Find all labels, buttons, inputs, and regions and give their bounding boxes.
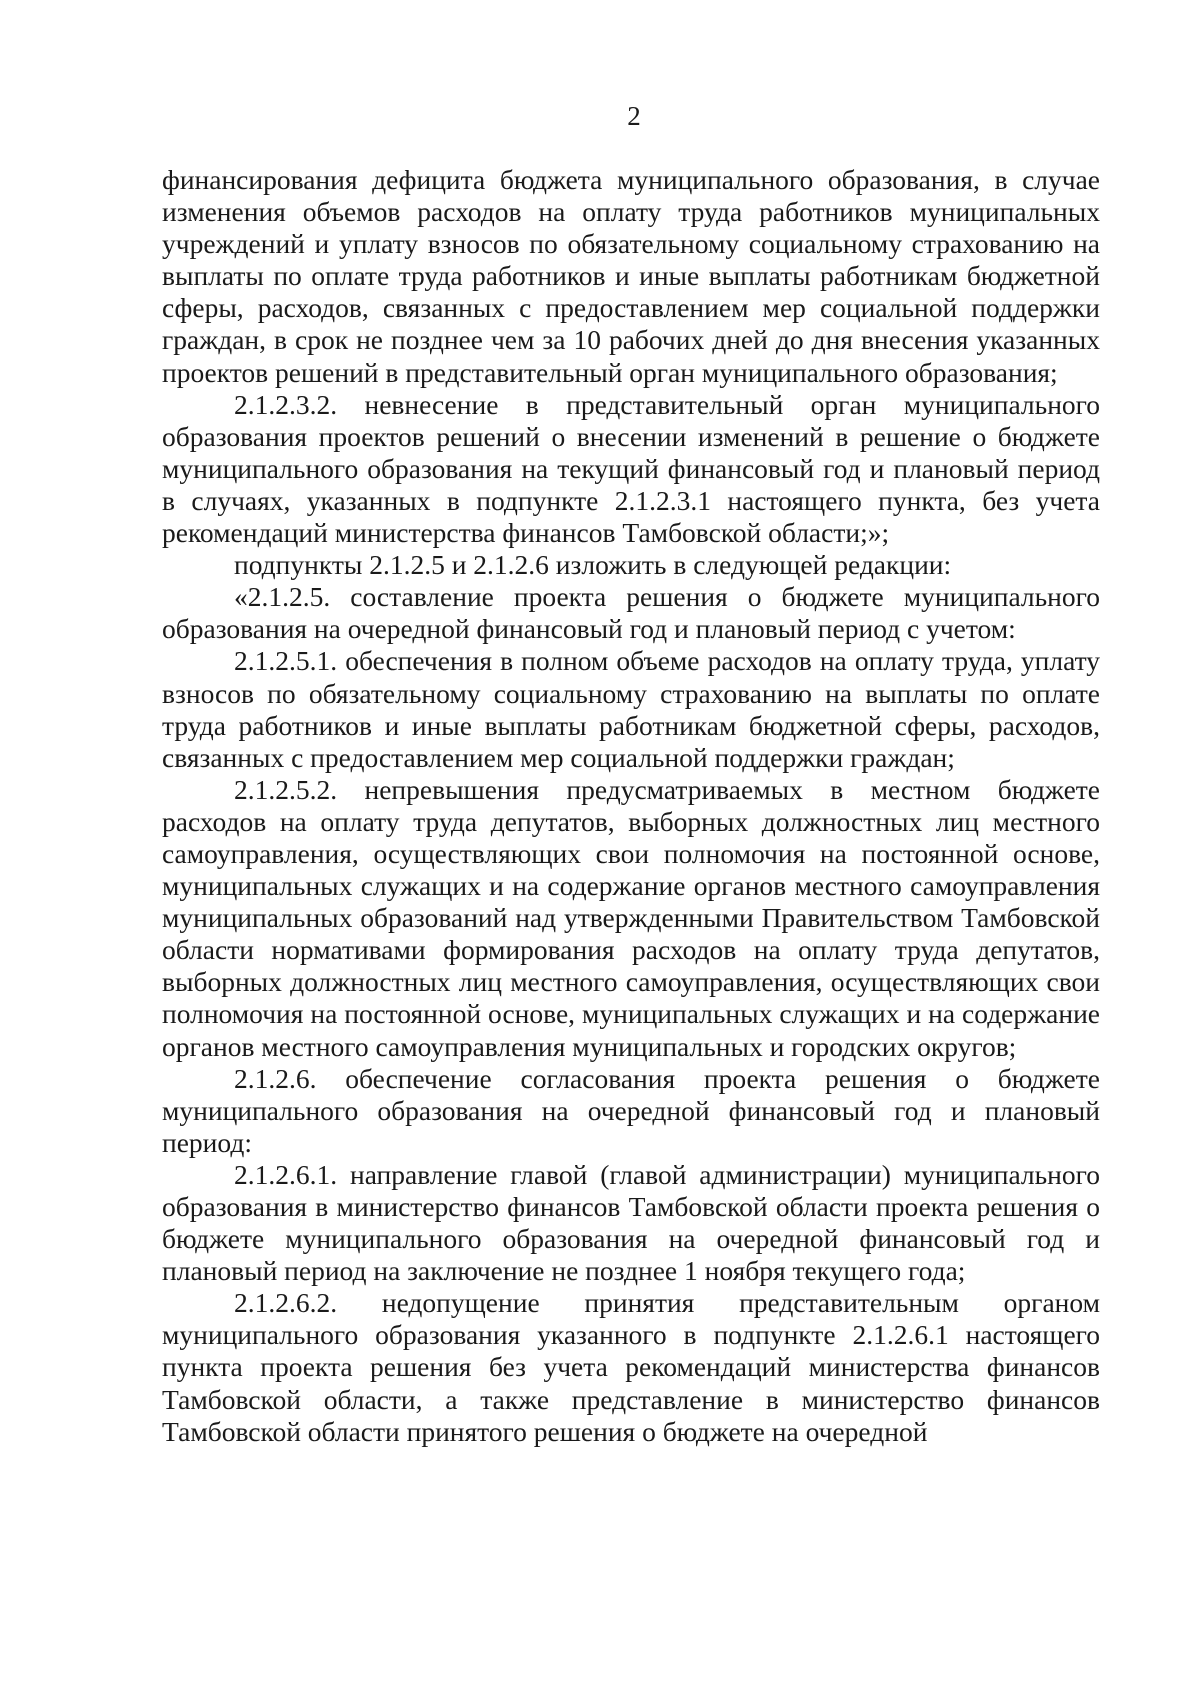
paragraph-2-1-2-3-2: 2.1.2.3.2. невнесение в представительный орган муниципального образования проектов решений о внесении изменений в решение о бюджете муниципального образования на текущий финансовый год и плановый период в случаях, указанных в подпункте 2.1.2.3.1 настоящего пункта, без учета рекомендаций министерства финансов Тамбовской области;»; (162, 388, 1100, 549)
document-body (162, 164, 1100, 1448)
paragraph-amendment-intro: подпункты 2.1.2.5 и 2.1.2.6 изложить в следующей редакции: (234, 549, 952, 581)
paragraph-2-1-2-6-1: 2.1.2.6.1. направление главой (главой администрации) муниципального образования в министерство финансов Тамбовской области проекта решения о бюджете муниципального образования на очередной финансовый год и плановый период на заключение не позднее 1 ноября текущего года; (162, 1158, 1100, 1287)
paragraph-2-1-2-5: «2.1.2.5. составление проекта решения о бюджете муниципального образования на очередной финансовый год и плановый период с учетом: (162, 581, 1100, 645)
paragraph-continuation: финансирования дефицита бюджета муниципального образования, в случае изменения объемов расходов на оплату труда работников муниципальных учреждений и уплату взносов по обязательному социальному страхованию на выплаты по оплате труда работников и иные выплаты работникам бюджетной сферы, расходов, связанных с предоставлением мер социальной поддержки граждан, в срок не позднее чем за 10 рабочих дней до дня внесения указанных проектов решений в представительный орган муниципального образования; (162, 164, 1100, 388)
paragraph-2-1-2-5-1: 2.1.2.5.1. обеспечения в полном объеме расходов на оплату труда, уплату взносов по обязательному социальному страхованию на выплаты по оплате труда работников и иные выплаты работникам бюджетной сферы, расходов, связанных с предоставлением мер социальной поддержки граждан; (162, 645, 1100, 773)
paragraph-2-1-2-6-2: 2.1.2.6.2. недопущение принятия представительным органом муниципального образования указанного в подпункте 2.1.2.6.1 настоящего пункта проекта решения без учета рекомендаций министерства финансов Тамбовской области, а также представление в министерство финансов Тамбовской области принятого решения о бюджете на очередной (162, 1287, 1100, 1447)
paragraph-2-1-2-6: 2.1.2.6. обеспечение согласования проекта решения о бюджете муниципального образования на очередной финансовый год и плановый период: (162, 1062, 1100, 1158)
paragraph-2-1-2-5-2: 2.1.2.5.2. непревышения предусматриваемых в местном бюджете расходов на оплату труда депутатов, выборных должностных лиц местного самоуправления, осуществляющих свои полномочия на постоянной основе, муниципальных служащих и на содержание органов местного самоуправления муниципальных образований над утвержденными Правительством Тамбовской области нормативами формирования расходов на оплату труда депутатов, выборных должностных лиц местного самоуправления, осуществляющих свои полномочия на постоянной основе, муниципальных служащих и на содержание органов местного самоуправления муниципальных и городских округов; (162, 773, 1100, 1062)
page-number: 2 (627, 101, 641, 131)
